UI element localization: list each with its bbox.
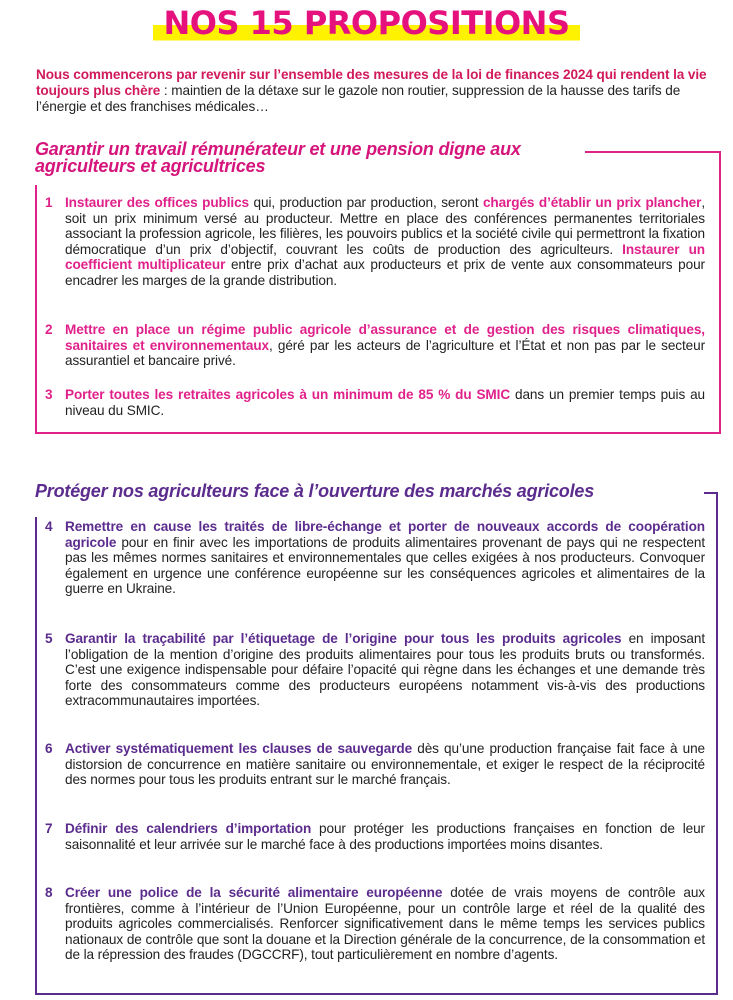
- section2-frame-left: [35, 517, 37, 995]
- proposal-number: 6: [45, 741, 53, 756]
- proposal-text: [65, 741, 705, 788]
- intro-highlight: Nous commencerons par revenir sur l’ensemble des mesures de la loi de finances 2024 qui rendent la vie toujours plus chère: [36, 67, 707, 98]
- proposal-number: 7: [45, 821, 53, 836]
- proposal-text: [65, 322, 705, 369]
- page-title: NOS 15 PROPOSITIONS: [153, 2, 579, 44]
- proposal-text: [65, 631, 705, 709]
- proposal-text: [65, 519, 705, 597]
- proposal-3: [45, 387, 705, 418]
- proposal-highlight: Instaurer des offices publics: [65, 195, 250, 210]
- proposal-body: pour en finir avec les importations de produits alimentaires provenant de pays qui ne respectent pas les mêmes normes sanitaires et environnementales que celles exigées à nos producteurs. Convoquer également en urgence une conférence européenne sur les conséquences agricoles et alimentaires de la guerre en Ukraine.: [65, 534, 705, 597]
- proposal-text: [65, 821, 705, 852]
- proposal-body: , soit un prix minimum versé au producteur. Mettre en place des conférences permanentes territoriales associant la profession agricole, les filières, les pouvoirs publics et la société civile qui permettront la fixation démocratique d’un prix d’objectif, couvrant les coûts de production des agriculteurs.: [65, 195, 705, 257]
- proposal-text: [65, 387, 705, 418]
- proposal-4: [45, 519, 705, 597]
- proposal-6: [45, 741, 705, 788]
- proposal-body: dotée de vrais moyens de contrôle aux frontières, comme à l’intérieur de l’Union Européenne, pour un contrôle large et réel de la qualité des produits agricoles commercialisés. Renforcer significativement dans le même temps les services publics nationaux de contrôle que sont la douane et la Direction générale de la concurrence, de la consommation et de la répression des fraudes (DGCCRF), tout particulièrement en nombre d’agents.: [65, 885, 705, 963]
- intro-paragraph: [36, 67, 726, 115]
- proposal-highlight: Définir des calendriers d’importation: [65, 821, 312, 836]
- proposal-body: dans un premier temps puis au niveau du SMIC.: [65, 387, 705, 418]
- proposal-number: 4: [45, 519, 53, 534]
- section1-header: [35, 141, 725, 175]
- proposal-2: [45, 322, 705, 369]
- proposal-highlight: Créer une police de la sécurité alimentaire européenne: [65, 885, 443, 900]
- proposal-1: [45, 195, 705, 289]
- section2-header: [35, 483, 725, 500]
- proposal-highlight: chargés d’établir un prix plancher: [482, 195, 702, 210]
- proposal-highlight: Porter toutes les retraites agricoles à un minimum de 85 % du SMIC: [65, 387, 511, 402]
- proposal-body: pour protéger les productions françaises en fonction de leur saisonnalité et leur arrivée sur le marché face à des productions importées moins disantes.: [65, 821, 705, 852]
- proposal-text: [65, 195, 705, 289]
- proposal-body: en imposant l’obligation de la mention d’origine des produits alimentaires pour tous les produits bruts ou transformés. C’est une exigence indispensable pour défaire l’opacité qui règne dans les échanges et une demande très forte des consommateurs comme des producteurs européens notamment vis-à-vis des productions extracommunautaires importées.: [65, 631, 705, 709]
- proposal-highlight: Garantir la traçabilité par l’étiquetage de l’origine pour tous les produits agricoles: [65, 631, 622, 646]
- proposal-body: , géré par les acteurs de l’agriculture et l’État et non pas par le secteur assurantiel et bancaire privé.: [65, 337, 705, 369]
- proposal-text: [65, 885, 705, 963]
- proposal-number: 8: [45, 885, 53, 900]
- proposal-number: 1: [45, 195, 53, 210]
- proposal-highlight: Mettre en place un régime public agricole d’assurance et de gestion des risques climatiques, sanitaires et environnementaux: [65, 322, 705, 353]
- section2-frame-bottom: [35, 993, 718, 995]
- proposal-highlight: Instaurer un coefficient multiplicateur: [65, 241, 705, 273]
- section1-title: Garantir un travail rémunérateur et une pension digne aux agriculteurs et agricultrices: [35, 139, 521, 176]
- section2-title: Protéger nos agriculteurs face à l’ouverture des marchés agricoles: [35, 481, 595, 501]
- proposal-body: entre prix d’achat aux producteurs et prix de vente aux consommateurs pour encadrer les marges de la grande distribution.: [65, 257, 705, 288]
- section1-frame-left: [35, 185, 37, 434]
- section2-frame-right: [716, 492, 718, 995]
- proposal-highlight: Activer systématiquement les clauses de sauvegarde: [65, 741, 413, 756]
- proposal-7: [45, 821, 705, 852]
- proposal-5: [45, 631, 705, 709]
- proposal-number: 5: [45, 631, 53, 646]
- intro-text: : maintien de la détaxe sur le gazole non routier, suppression de la hausse des tarifs de l’énergie et des franchises médicales…: [36, 83, 681, 114]
- proposal-highlight: Remettre en cause les traités de libre-échange et porter de nouveaux accords de coopération agricole: [65, 519, 705, 550]
- proposal-8: [45, 885, 705, 963]
- proposal-number: 2: [45, 322, 53, 337]
- proposal-body: qui, production par production, seront: [249, 195, 483, 210]
- proposal-number: 3: [45, 387, 53, 402]
- proposal-body: dès qu’une production française fait face à une distorsion de concurrence en matière sanitaire ou environnementale, et exiger le respect de la réciprocité des normes pour tous les produits entrant sur le marché français.: [65, 741, 705, 788]
